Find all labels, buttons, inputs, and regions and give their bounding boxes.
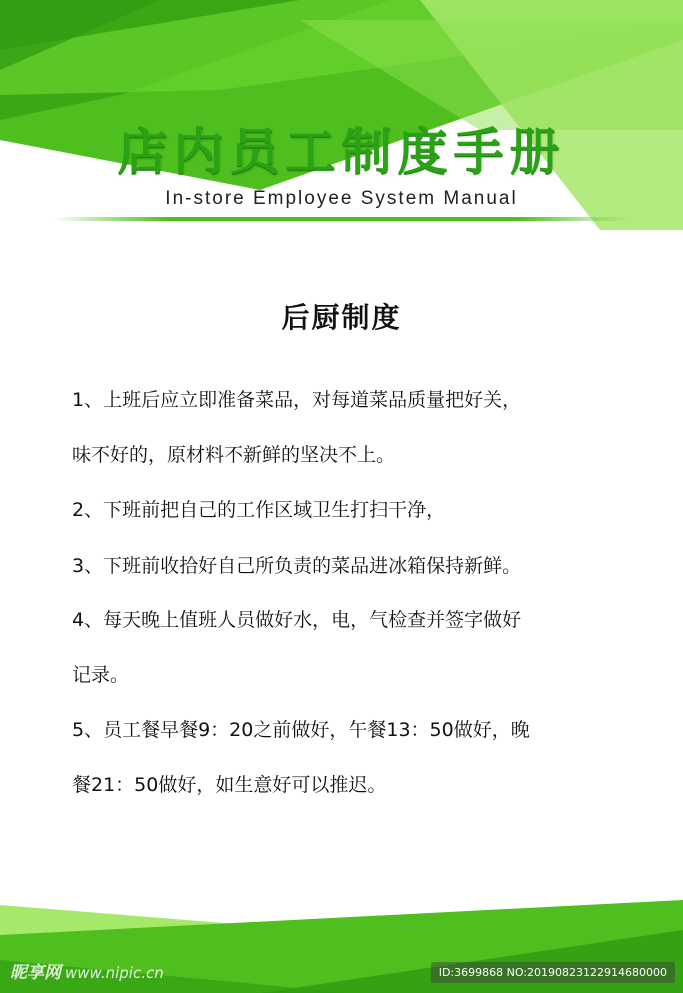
header-divider [52,217,632,221]
manual-title: 店内员工制度手册 [117,122,566,181]
rule-line-4: 3、下班前收拾好自己所负责的菜品进冰箱保持新鲜。 [72,555,522,577]
rule-line-2: 味不好的，原材料不新鲜的坚决不上。 [72,444,396,466]
rule-line-6: 记录。 [72,664,130,686]
rule-line-3: 2、下班前把自己的工作区域卫生打扫干净， [72,499,446,521]
rule-line-8: 餐21：50做好，如生意好可以推迟。 [72,774,387,796]
rule-line-1: 1、上班后应立即准备菜品，对每道菜品质量把好关， [72,389,522,411]
rule-line-5: 4、每天晚上值班人员做好水，电，气检查并签字做好 [72,609,522,631]
rule-line-7: 5、员工餐早餐9：20之前做好，午餐13：50做好，晚 [72,719,530,741]
watermark-url: www.nipic.cn [65,964,164,982]
watermark-brand-name: 昵享网 [10,963,61,983]
watermark-brand [10,958,164,983]
section-title: 后厨制度 [281,301,402,334]
watermark-id: ID:3699868 NO:20190823122914680000 [431,962,675,983]
manual-subtitle: In-store Employee System Manual [165,188,518,209]
